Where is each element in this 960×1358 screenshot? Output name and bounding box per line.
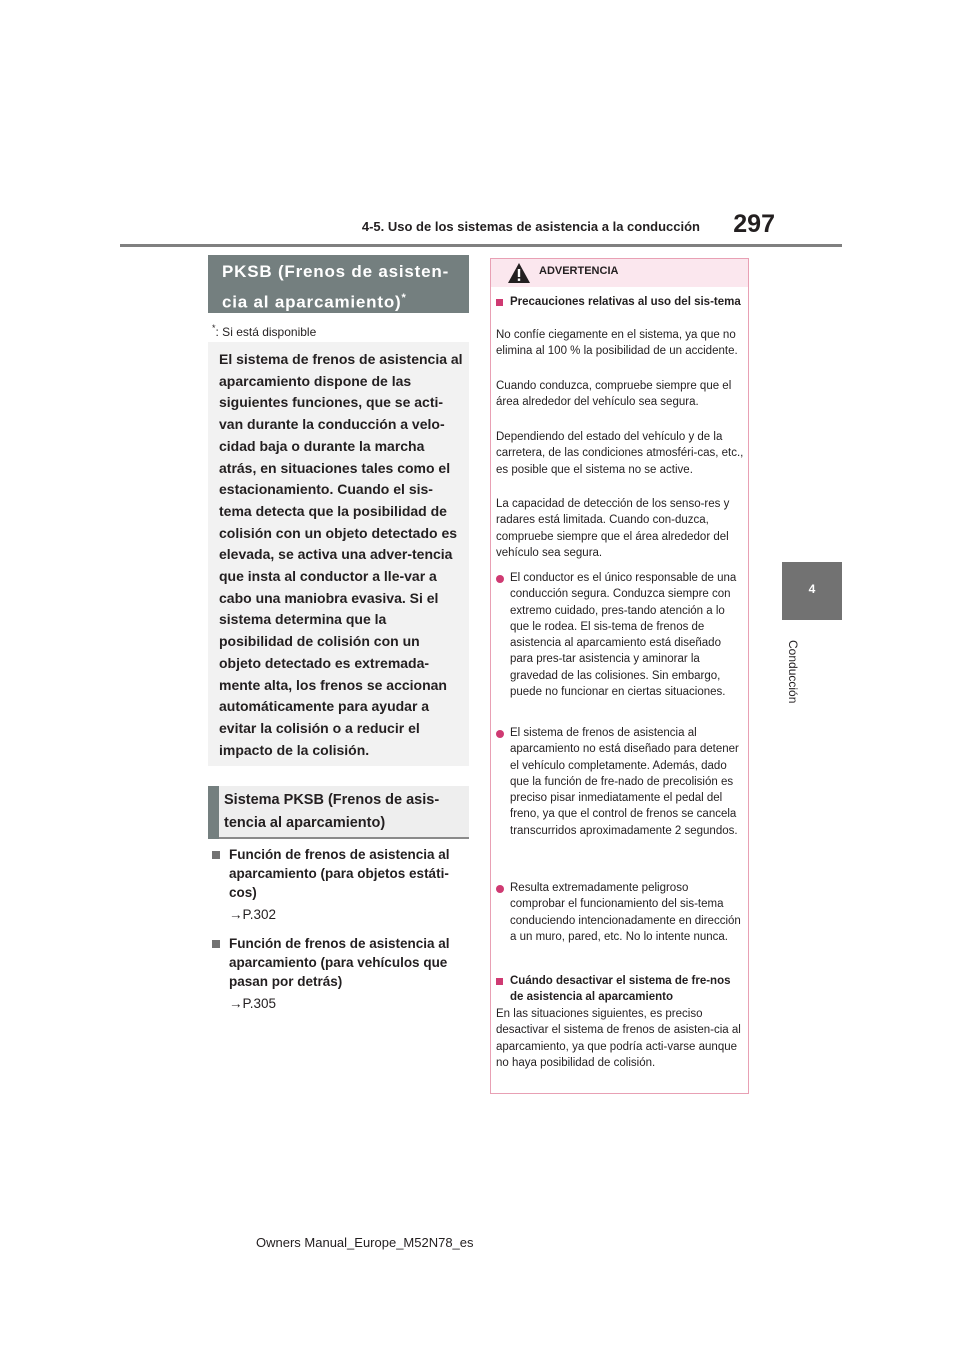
footnote-mark: *	[212, 323, 216, 333]
warning-heading: Precauciones relativas al uso del sis-tema	[510, 296, 741, 308]
chapter-number: 4	[808, 582, 816, 596]
square-bullet-icon	[212, 851, 220, 859]
square-bullet-icon	[496, 299, 503, 306]
round-bullet-icon	[496, 575, 504, 583]
section2-accent-bar	[208, 786, 219, 839]
section1-title-text: PKSB (Frenos de asisten-cia al aparcamiento)	[222, 262, 450, 312]
warning-paragraph: Dependiendo del estado del vehículo y de la carretera, de las condiciones atmosféri-cas, etc., es posible que el sistema no se active.	[496, 431, 744, 476]
header-divider	[120, 244, 842, 247]
chapter-label: Conducción	[786, 640, 800, 704]
section2-title: Sistema PKSB (Frenos de asis-tencia al aparcamiento)	[224, 792, 440, 831]
page-reference-link[interactable]: →P.305	[229, 996, 277, 1011]
footnote-text: : Si está disponible	[215, 325, 317, 339]
warning-bullet: El sistema de frenos de asistencia al aparcamiento no está diseñado para detener el vehículo completamente. Además, dado que la función de fre-nado de precolisión es preciso pisar inmediatamente el pedal del freno, ya que el control de frenos se cancela transcurridos aproximadamente 2 segundos.	[510, 727, 739, 837]
section1-title	[222, 258, 467, 316]
round-bullet-icon	[496, 730, 504, 738]
warning-paragraph: Cuando conduzca, compruebe siempre que el área alrededor del vehículo sea segura.	[496, 380, 732, 409]
warning-bullet: Resulta extremadamente peligroso comprobar el funcionamiento del sis-tema conduciendo intencionadamente en dirección a un muro, pared, etc. No lo intente nunca.	[510, 882, 741, 943]
warning-bullet: El conductor es el único responsable de una conducción segura. Conduzca siempre con extremo cuidado, pres-tando atención a lo que le rodea. El sis-tema de frenos de asistencia al aparcamiento está diseñado para pres-tar asistencia y aminorar la gravedad de las colisiones. Sin embargo, puede no funcionar en ciertas situaciones.	[510, 572, 737, 699]
section-header: 4-5. Uso de los sistemas de asistencia a la conducción	[361, 219, 700, 234]
warning-paragraph: La capacidad de detección de los senso-res y radares está limitada. Cuando con-duzca, compruebe siempre que el área alrededor del vehículo sea segura.	[496, 498, 730, 559]
square-bullet-icon	[212, 940, 220, 948]
function-item-title: Función de frenos de asistencia al aparcamiento (para objetos estáti-cos)	[229, 847, 450, 900]
function-item-title: Función de frenos de asistencia al aparcamiento (para vehículos que pasan por detrás)	[229, 936, 450, 989]
warning-title: ADVERTENCIA	[539, 265, 619, 277]
round-bullet-icon	[496, 885, 504, 893]
warning-closing: En las situaciones siguientes, es preciso desactivar el sistema de frenos de asisten-cia al aparcamiento, ya que podría acti-varse aunque no haya posibilidad de colisión.	[496, 1008, 741, 1069]
warning-heading: Cuándo desactivar el sistema de fre-nos de asistencia al aparcamiento	[510, 975, 731, 1004]
square-bullet-icon	[496, 978, 503, 985]
page-number: 297	[733, 210, 775, 238]
chapter-label-wrap	[786, 640, 800, 710]
warning-triangle-icon	[507, 262, 531, 284]
page-reference-link[interactable]: →P.302	[229, 907, 277, 922]
intro-text: El sistema de frenos de asistencia al aparcamiento dispone de las siguientes funciones, que se acti-van durante la conducción a velo-cidad baja o durante la marcha atrás, en situaciones tales como el estacionamiento. Cuando el sis-tema detecta que la posibilidad de colisión con un objeto detectado es elevada, se activa una adver-tencia que insta al conductor a lle-var a cabo una maniobra evasiva. Si el sistema determina que la posibilidad de colisión con un objeto detectado es extremada-mente alta, los frenos se accionan automáticamente para ayudar a evitar la colisión o a reducir el impacto de la colisión.	[219, 351, 463, 758]
footnote	[212, 323, 462, 339]
warning-paragraph: No confíe ciegamente en el sistema, ya que no elimina al 100 % la posibilidad de un accidente.	[496, 329, 738, 358]
footer-doc-id: Owners Manual_Europe_M52N78_es	[256, 1235, 474, 1250]
section1-title-mark: *	[401, 292, 407, 304]
